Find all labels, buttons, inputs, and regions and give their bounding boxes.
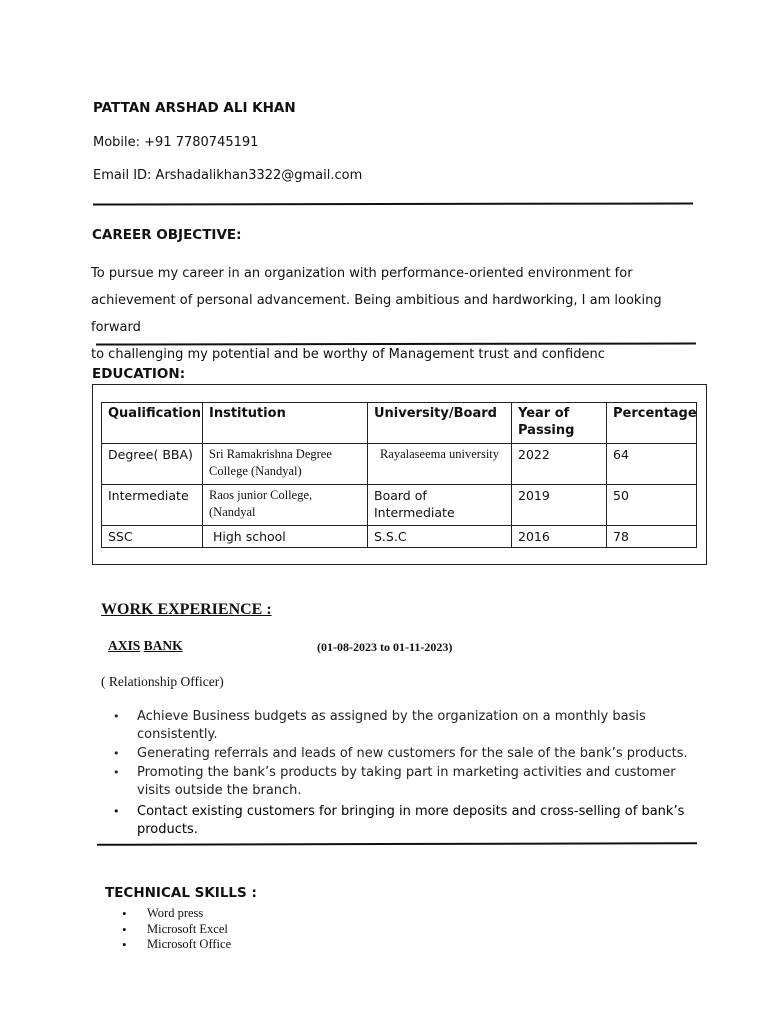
table-header-row bbox=[102, 403, 697, 444]
employment-dates: (01-08-2023 to 01-11-2023) bbox=[317, 640, 453, 654]
career-objective-heading: CAREER OBJECTIVE: bbox=[92, 227, 242, 243]
table-cell: 2016 bbox=[512, 526, 607, 548]
table-row bbox=[102, 444, 697, 485]
table-cell: 2019 bbox=[512, 485, 607, 526]
table-cell: Board of Intermediate bbox=[368, 485, 512, 526]
list-item: • Contact existing customers for bringing in more deposits and cross-selling of bank’s products. bbox=[137, 803, 707, 839]
objective-line: to challenging my potential and be worthy of Management trust and confidenc bbox=[91, 347, 605, 362]
candidate-name: PATTAN ARSHAD ALI KHAN bbox=[93, 100, 296, 116]
list-item: • Achieve Business budgets as assigned by the organization on a monthly basis consistently. bbox=[137, 708, 707, 744]
column-header: Institution bbox=[203, 403, 368, 444]
table-cell: Degree( BBA) bbox=[102, 444, 203, 485]
table-cell: Sri Ramakrishna Degree College (Nandyal) bbox=[203, 444, 368, 485]
table-row bbox=[102, 485, 697, 526]
company-name-part: BANK bbox=[143, 638, 183, 653]
career-objective-text bbox=[91, 260, 706, 368]
table-cell: Intermediate bbox=[102, 485, 203, 526]
divider bbox=[97, 842, 697, 846]
education-table bbox=[101, 402, 697, 548]
email-address: Email ID: Arshadalikhan3322@gmail.com bbox=[93, 168, 363, 183]
mobile-number: Mobile: +91 7780745191 bbox=[93, 135, 259, 150]
table-row bbox=[102, 526, 697, 548]
table-cell: 78 bbox=[607, 526, 697, 548]
column-header: University/Board bbox=[368, 403, 512, 444]
company-name bbox=[108, 638, 183, 654]
work-experience-heading: WORK EXPERIENCE : bbox=[101, 601, 272, 618]
column-header: Qualification bbox=[102, 403, 203, 444]
table-cell: 50 bbox=[607, 485, 697, 526]
list-item: • Generating referrals and leads of new customers for the sale of the bank’s products. bbox=[137, 745, 707, 763]
divider bbox=[93, 202, 693, 205]
column-header: Year of Passing bbox=[512, 403, 607, 444]
list-item: • Microsoft Excel bbox=[147, 922, 231, 938]
table-cell: Rayalaseema university bbox=[368, 444, 512, 485]
table-cell: 2022 bbox=[512, 444, 607, 485]
skills-list bbox=[147, 906, 231, 953]
list-item: • Word press bbox=[147, 906, 231, 922]
table-cell: SSC bbox=[102, 526, 203, 548]
list-item: • Promoting the bank’s products by taking part in marketing activities and customer visits outside the branch. bbox=[137, 764, 707, 800]
technical-skills-heading: TECHNICAL SKILLS : bbox=[105, 885, 257, 901]
education-heading: EDUCATION: bbox=[92, 366, 186, 382]
objective-line: achievement of personal advancement. Being ambitious and hardworking, I am looking forward bbox=[91, 293, 662, 335]
column-header: Percentage bbox=[607, 403, 697, 444]
table-cell: S.S.C bbox=[368, 526, 512, 548]
table-cell: High school bbox=[203, 526, 368, 548]
company-name-part: AXIS bbox=[108, 638, 141, 653]
duties-list bbox=[137, 708, 707, 840]
table-cell: 64 bbox=[607, 444, 697, 485]
table-cell: Raos junior College, (Nandyal bbox=[203, 485, 368, 526]
job-role: ( Relationship Officer) bbox=[101, 674, 224, 689]
objective-line: To pursue my career in an organization with performance-oriented environment for bbox=[91, 266, 633, 281]
list-item: • Microsoft Office bbox=[147, 937, 231, 953]
